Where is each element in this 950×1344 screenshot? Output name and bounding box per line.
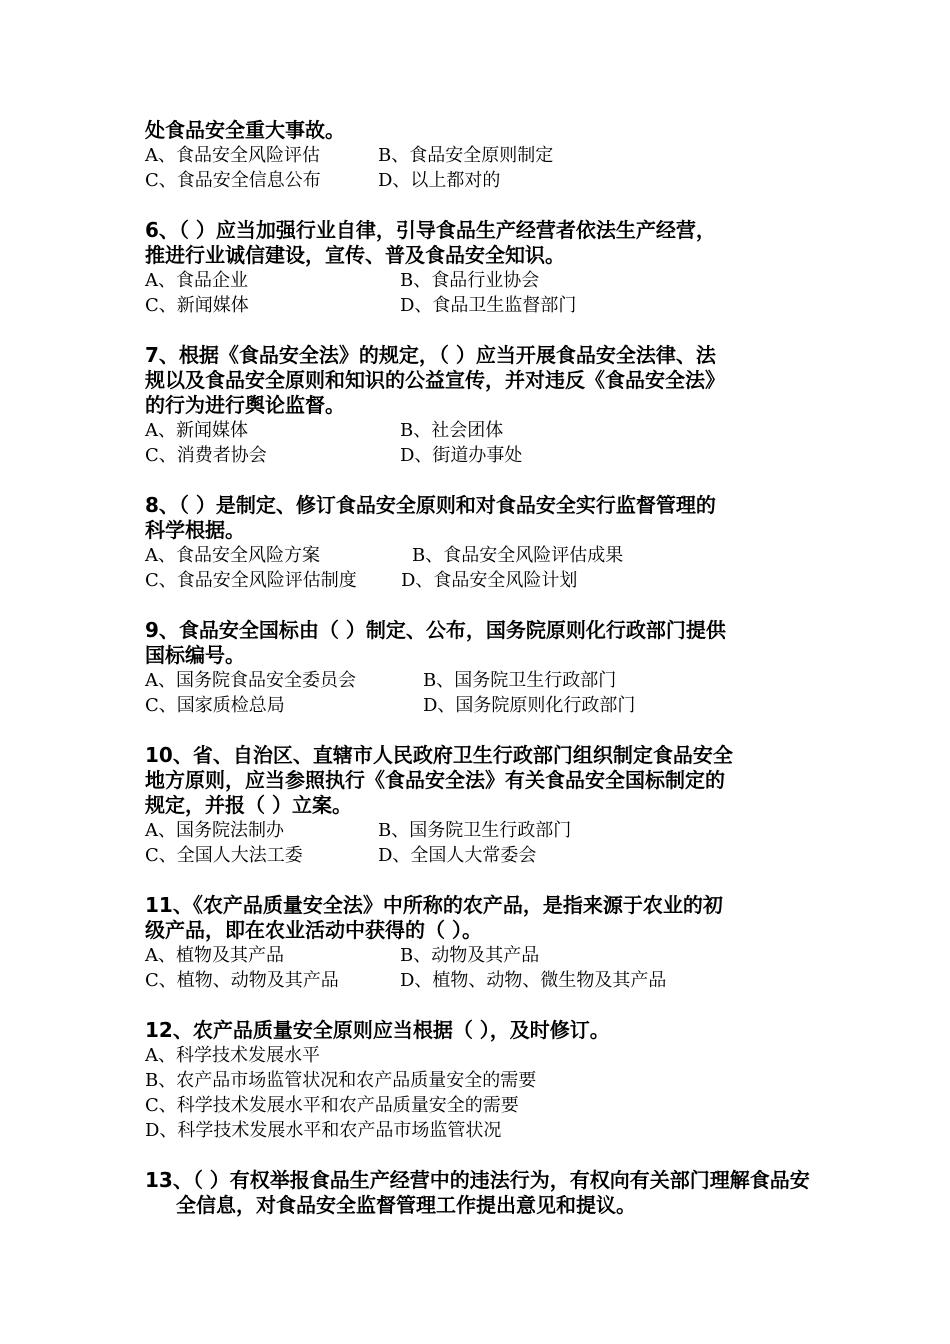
option-list xyxy=(145,418,810,468)
option-row xyxy=(145,168,810,193)
option-b: B、国务院卫生行政部门 xyxy=(378,820,572,841)
option-row xyxy=(145,443,810,468)
option-d: D、街道办事处 xyxy=(400,445,523,466)
question-13 xyxy=(145,1168,810,1218)
option-a: A、植物及其产品 xyxy=(145,945,284,966)
stem-line: 的行为进行舆论监督。 xyxy=(145,393,345,417)
option-b: B、动物及其产品 xyxy=(400,945,540,966)
option-b: B、社会团体 xyxy=(400,420,504,441)
question-stem xyxy=(145,743,810,818)
option-d: D、植物、动物、微生物及其产品 xyxy=(400,970,667,991)
option-b: B、食品安全原则制定 xyxy=(378,145,554,166)
option-c: C、国家质检总局 xyxy=(145,695,285,716)
option-list xyxy=(145,668,810,718)
option-row xyxy=(145,418,810,443)
option-row xyxy=(145,818,810,843)
option-d: D、食品安全风险计划 xyxy=(401,570,578,591)
stem-line: 地方原则，应当参照执行《食品安全法》有关食品安全国标制定的 xyxy=(145,768,725,792)
question-stem xyxy=(145,218,810,268)
option-a: A、食品安全风险方案 xyxy=(145,545,320,566)
question-stem xyxy=(145,618,810,668)
option-d: D、食品卫生监督部门 xyxy=(400,295,577,316)
question-stem xyxy=(145,118,810,143)
question-stem xyxy=(145,893,810,943)
option-d: D、全国人大常委会 xyxy=(378,845,537,866)
question-11 xyxy=(145,893,810,993)
option-a: A、食品企业 xyxy=(145,270,248,291)
option-row xyxy=(145,1093,810,1118)
option-row xyxy=(145,693,810,718)
option-d: D、国务院原则化行政部门 xyxy=(423,695,636,716)
option-list xyxy=(145,543,810,593)
question-5-continued xyxy=(145,118,810,193)
option-list xyxy=(145,143,810,193)
option-row xyxy=(145,1118,810,1143)
option-a: A、国务院法制办 xyxy=(145,820,284,841)
question-9 xyxy=(145,618,810,718)
question-stem xyxy=(145,343,810,418)
stem-line: 国标编号。 xyxy=(145,643,245,667)
stem-line: 级产品，即在农业活动中获得的（ ）。 xyxy=(145,918,482,942)
option-a: A、科学技术发展水平 xyxy=(145,1045,320,1066)
option-row xyxy=(145,268,810,293)
option-row xyxy=(145,568,810,593)
option-row xyxy=(145,1068,810,1093)
question-8 xyxy=(145,493,810,593)
stem-line: 13、（ ）有权举报食品生产经营中的违法行为，有权向有关部门理解食品安全信息，对食品安全监督管理工作提出意见和提议。 xyxy=(145,1168,810,1217)
option-row xyxy=(145,293,810,318)
stem-line: 10、省、自治区、直辖市人民政府卫生行政部门组织制定食品安全 xyxy=(145,743,733,767)
option-row xyxy=(145,1043,810,1068)
option-row xyxy=(145,968,810,993)
stem-line: 8、（ ）是制定、修订食品安全原则和对食品安全实行监督管理的 xyxy=(145,493,716,517)
option-b: B、食品安全风险评估成果 xyxy=(412,545,624,566)
question-stem xyxy=(145,1018,810,1043)
option-c: C、科学技术发展水平和农产品质量安全的需要 xyxy=(145,1095,519,1116)
option-row xyxy=(145,143,810,168)
option-b: B、农产品市场监管状况和农产品质量安全的需要 xyxy=(145,1070,537,1091)
question-7 xyxy=(145,343,810,468)
stem-line: 规定，并报（ ）立案。 xyxy=(145,793,352,817)
option-a: A、食品安全风险评估 xyxy=(145,145,320,166)
option-row xyxy=(145,843,810,868)
option-list xyxy=(145,818,810,868)
option-d: D、以上都对的 xyxy=(378,170,501,191)
stem-line: 7、根据《食品安全法》的规定，（ ）应当开展食品安全法律、法 xyxy=(145,343,716,367)
option-list xyxy=(145,268,810,318)
stem-line: 科学根据。 xyxy=(145,518,245,542)
question-10 xyxy=(145,743,810,868)
option-a: A、新闻媒体 xyxy=(145,420,248,441)
option-c: C、食品安全信息公布 xyxy=(145,170,321,191)
option-c: C、食品安全风险评估制度 xyxy=(145,570,357,591)
option-d: D、科学技术发展水平和农产品市场监管状况 xyxy=(145,1120,502,1141)
option-list xyxy=(145,943,810,993)
stem-line: 推进行业诚信建设，宣传、普及食品安全知识。 xyxy=(145,243,565,267)
option-row xyxy=(145,943,810,968)
option-c: C、新闻媒体 xyxy=(145,295,249,316)
stem-line: 规以及食品安全原则和知识的公益宣传，并对违反《食品安全法》 xyxy=(145,368,725,392)
option-c: C、消费者协会 xyxy=(145,445,267,466)
exam-page xyxy=(145,118,810,1243)
stem-line: 6、（ ）应当加强行业自律，引导食品生产经营者依法生产经营， xyxy=(145,218,716,242)
question-stem xyxy=(145,1168,826,1218)
stem-line: 处食品安全重大事故。 xyxy=(145,118,345,142)
stem-line: 9、食品安全国标由（ ）制定、公布，国务院原则化行政部门提供 xyxy=(145,618,726,642)
question-stem xyxy=(145,493,810,543)
option-c: C、植物、动物及其产品 xyxy=(145,970,339,991)
option-row xyxy=(145,543,810,568)
option-a: A、国务院食品安全委员会 xyxy=(145,670,356,691)
stem-line: 11、《农产品质量安全法》中所称的农产品，是指来源于农业的初 xyxy=(145,893,723,917)
question-12 xyxy=(145,1018,810,1143)
question-6 xyxy=(145,218,810,318)
option-c: C、全国人大法工委 xyxy=(145,845,303,866)
stem-line: 12、农产品质量安全原则应当根据（ ），及时修订。 xyxy=(145,1018,610,1042)
option-b: B、国务院卫生行政部门 xyxy=(423,670,617,691)
option-list xyxy=(145,1043,810,1143)
option-b: B、食品行业协会 xyxy=(400,270,540,291)
option-row xyxy=(145,668,810,693)
